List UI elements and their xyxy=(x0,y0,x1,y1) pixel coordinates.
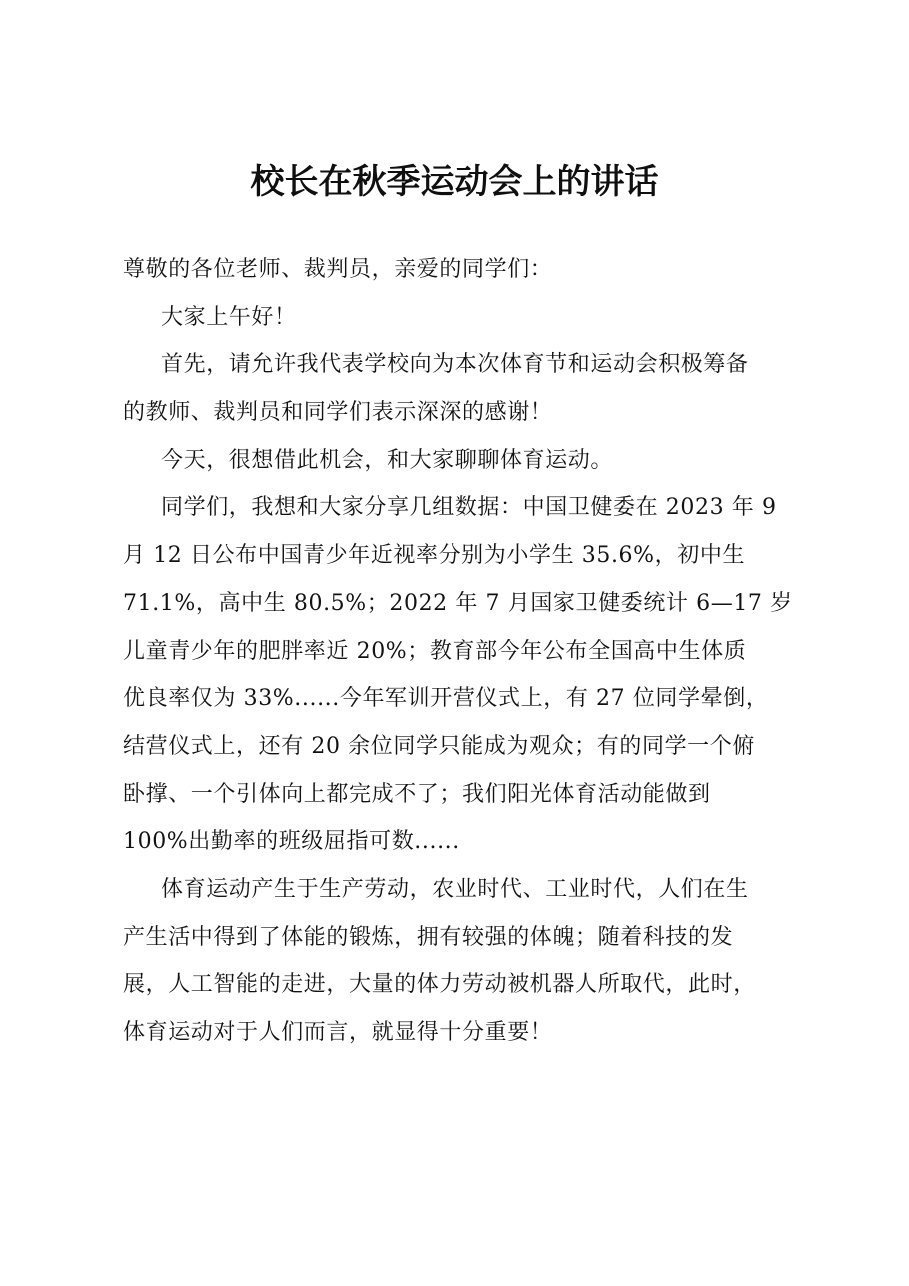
body-line: 尊敬的各位老师、裁判员，亲爱的同学们： xyxy=(123,257,553,282)
body-line: 优良率仅为 33%......今年军训开营仪式上，有 27 位同学晕倒， xyxy=(123,686,769,712)
document-body xyxy=(123,246,823,1057)
body-line: 展，人工智能的走进，大量的体力劳动被机器人所取代，此时， xyxy=(123,972,756,998)
body-line: 今天，很想借此机会，和大家聊聊体育运动。 xyxy=(161,447,614,473)
body-line: 的教师、裁判员和同学们表示深深的感谢！ xyxy=(123,400,553,426)
document-title: 校长在秋季运动会上的讲话 xyxy=(250,162,659,202)
body-line: 大家上午好！ xyxy=(161,304,297,330)
body-line: 同学们，我想和大家分享几组数据：中国卫健委在 2023 年 9 xyxy=(161,495,777,521)
body-line: 产生活中得到了体能的锻炼，拥有较强的体魄；随着科技的发 xyxy=(123,924,734,950)
body-line: 71.1%，高中生 80.5%；2022 年 7 月国家卫健委统计 6—17 岁 xyxy=(123,590,793,616)
body-line: 体育运动产生于生产劳动，农业时代、工业时代，人们在生 xyxy=(161,876,749,902)
body-line: 结营仪式上，还有 20 余位同学只能成为观众；有的同学一个俯 xyxy=(123,733,755,759)
body-line: 100%出勤率的班级屈指可数...... xyxy=(123,829,460,855)
body-line: 体育运动对于人们而言，就显得十分重要！ xyxy=(123,1020,553,1045)
body-line: 儿童青少年的肥胖率近 20%；教育部今年公布全国高中生体质 xyxy=(123,638,747,664)
body-line: 月 12 日公布中国青少年近视率分别为小学生 35.6%，初中生 xyxy=(123,543,746,569)
body-line: 卧撑、一个引体向上都完成不了；我们阳光体育活动能做到 xyxy=(123,781,711,807)
body-line: 首先，请允许我代表学校向为本次体育节和运动会积极筹备 xyxy=(161,352,749,378)
